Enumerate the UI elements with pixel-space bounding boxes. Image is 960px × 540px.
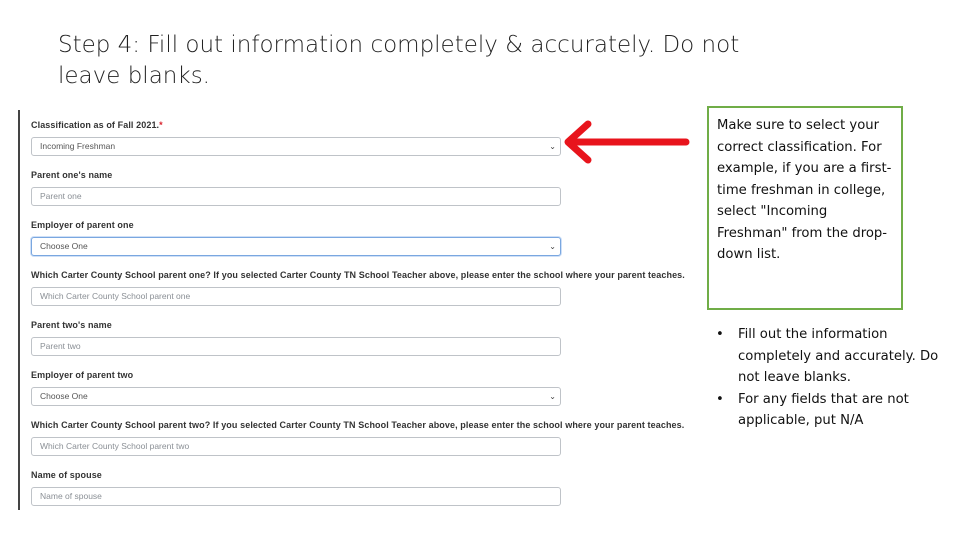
arrow-left-icon [560, 118, 690, 168]
classification-callout: Make sure to select your correct classification. For example, if you are a first-time freshman in college, select "Incoming Freshman" from the drop-down list. [707, 106, 903, 310]
school-parent-two-label: Which Carter County School parent two? If you selected Carter County TN School Teacher above, please enter the school where your parent teaches. [31, 420, 685, 430]
bullet-dot: • [716, 391, 724, 407]
parent-two-name-label: Parent two's name [31, 320, 112, 330]
bullet-dot: • [716, 327, 724, 342]
employer-parent-two-select[interactable] [31, 387, 561, 406]
bullet-item: • Fill out the information completely and accurately. Do not leave blanks. [716, 324, 940, 389]
parent-two-name-input[interactable]: Parent two [31, 337, 561, 356]
school-parent-two-input[interactable]: Which Carter County School parent two [31, 437, 561, 456]
classification-value: Incoming Freshman [40, 141, 116, 151]
employer-parent-one-select[interactable] [31, 237, 561, 256]
instruction-bullets [716, 324, 940, 432]
bullet-item: • For any fields that are not applicable, put N/A [716, 389, 940, 432]
spouse-name-label: Name of spouse [31, 470, 102, 480]
classification-label: Classification as of Fall 2021.* [31, 120, 163, 130]
required-asterisk: * [159, 120, 163, 130]
employer-parent-two-label: Employer of parent two [31, 370, 134, 380]
parent-one-name-label: Parent one's name [31, 170, 113, 180]
form-screenshot [18, 110, 695, 510]
employer-parent-two-value: Choose One [40, 391, 88, 401]
spouse-name-input[interactable]: Name of spouse [31, 487, 561, 506]
chevron-down-icon: ⌄ [549, 142, 556, 151]
parent-one-name-input[interactable]: Parent one [31, 187, 561, 206]
employer-parent-one-value: Choose One [40, 241, 88, 251]
chevron-down-icon: ⌄ [549, 392, 556, 401]
employer-parent-one-label: Employer of parent one [31, 220, 134, 230]
school-parent-one-label: Which Carter County School parent one? If you selected Carter County TN School Teacher above, please enter the school where your parent teaches. [31, 270, 685, 280]
chevron-down-icon: ⌄ [549, 242, 556, 251]
slide-title: Step 4: Fill out information completely & accurately. Do not leave blanks. [58, 32, 740, 89]
classification-select[interactable] [31, 137, 561, 156]
school-parent-one-input[interactable]: Which Carter County School parent one [31, 287, 561, 306]
